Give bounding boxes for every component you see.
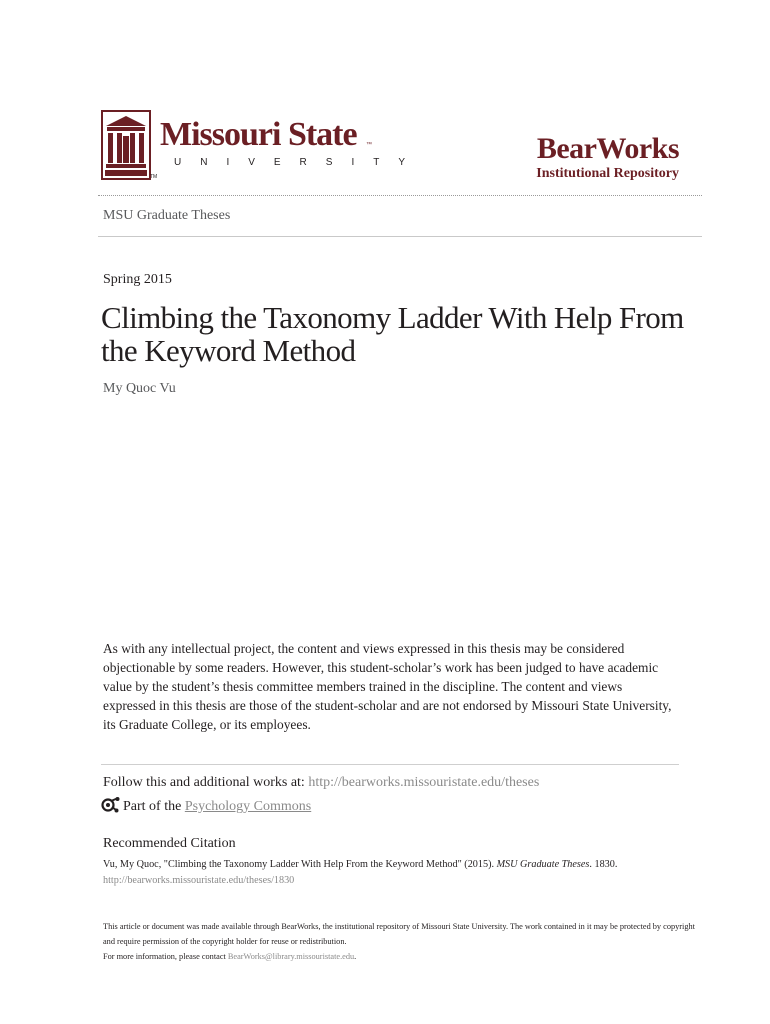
footer-contact-label: For more information, please contact: [103, 952, 226, 961]
publication-season: Spring 2015: [103, 272, 172, 287]
part-of-line: [123, 799, 311, 815]
part-of-label: Part of the: [123, 799, 182, 814]
contact-email-link[interactable]: BearWorks@library.missouristate.edu: [227, 952, 355, 961]
university-word: UNIVERSITY: [174, 157, 425, 168]
document-title: Climbing the Taxonomy Ladder With Help From the Keyword Method: [101, 300, 684, 368]
footer-notice: [103, 919, 703, 964]
follow-label: Follow this and additional works at:: [103, 775, 305, 790]
footer-copyright-text: This article or document was made available through BearWorks, the institutional repository of Missouri State University. The work contained in it may be protected by copyright and require permission of the copyright holder for reuse or redistribution.: [103, 922, 695, 946]
university-name: Missouri State: [160, 116, 357, 153]
repository-subtitle: Institutional Repository: [536, 166, 679, 181]
header-divider: [98, 195, 702, 196]
network-commons-icon: [101, 797, 121, 813]
psychology-commons-link[interactable]: Psychology Commons: [184, 799, 312, 814]
citation-block: [103, 857, 703, 889]
recommended-citation-heading: Recommended Citation: [103, 836, 236, 851]
citation-number: . 1830.: [589, 859, 618, 870]
repository-name: BearWorks: [536, 132, 679, 165]
logo-trademark: TM: [150, 174, 158, 180]
university-trademark: ™: [366, 142, 372, 148]
university-building-logo-icon: [101, 110, 151, 180]
series-link[interactable]: MSU Graduate Theses: [103, 208, 231, 223]
disclaimer-paragraph: As with any intellectual project, the content and views expressed in this thesis may be considered objectionable by some readers. However, this student-scholar’s work has been judged to have academic value by the student’s thesis committee members trained in the discipline. The content and views expressed in this thesis are those of the student-scholar and are not endorsed by Missouri State University, its Graduate College, or its employees.: [103, 641, 672, 732]
citation-text: Vu, My Quoc, "Climbing the Taxonomy Ladder With Help From the Keyword Method" (2015).: [103, 859, 495, 870]
follow-url-link[interactable]: http://bearworks.missouristate.edu/theses: [308, 775, 540, 790]
follow-divider: [101, 764, 679, 765]
series-divider: [98, 236, 702, 237]
citation-url-link[interactable]: http://bearworks.missouristate.edu/theses/1830: [103, 875, 295, 886]
follow-line: [103, 775, 539, 791]
footer-contact-end: .: [354, 952, 357, 961]
author-link[interactable]: My Quoc Vu: [103, 381, 176, 396]
citation-series: MSU Graduate Theses: [496, 859, 590, 870]
